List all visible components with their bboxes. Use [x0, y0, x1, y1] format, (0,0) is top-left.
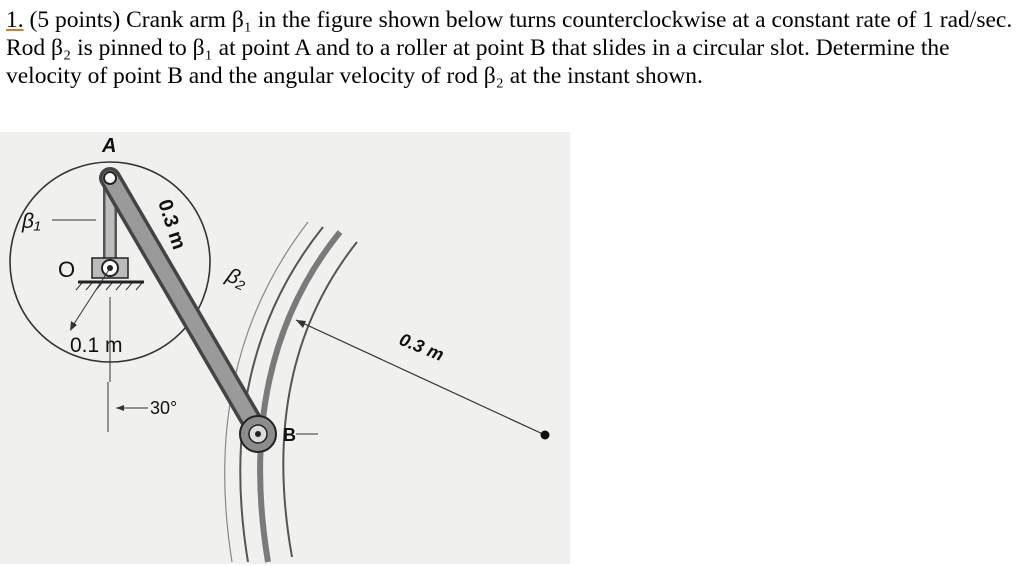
label-beta2: β₂: [222, 263, 251, 293]
label-a: A: [102, 135, 117, 157]
problem-statement: [6, 6, 1019, 90]
label-angle: 30°: [150, 398, 178, 418]
pin-a: [104, 172, 116, 184]
problem-text: Crank arm β₁ in the figure shown below turns counterclockwise at a constant rate of 1 rad/sec. Rod β₂ is pinned to β₁ at point A and to a roller at point B that slides in a circular slot. Determine the velocity of point B and the angular velocity of rod β₂ at the instant shown.: [6, 7, 1019, 89]
label-beta1: β₁: [22, 210, 41, 233]
angle-arrow-icon: [116, 405, 124, 411]
mechanism-diagram: [0, 132, 570, 564]
crank-radius-arrow-icon: [70, 321, 77, 331]
crank-radius-line: [72, 268, 110, 327]
slot-center: [541, 431, 550, 440]
problem-points: (5 points): [29, 7, 121, 33]
problem-number: 1.: [6, 7, 24, 33]
label-slot-radius: 0.3 m: [396, 329, 447, 365]
label-crank-length: 0.1 m: [70, 334, 123, 357]
mechanism-figure: [0, 132, 570, 564]
label-o: O: [58, 257, 76, 282]
label-rod-length: 0.3 m: [153, 196, 190, 253]
radius-arrow-icon: [296, 320, 306, 328]
ground-hatch: [76, 283, 142, 290]
label-b: B: [283, 425, 296, 445]
